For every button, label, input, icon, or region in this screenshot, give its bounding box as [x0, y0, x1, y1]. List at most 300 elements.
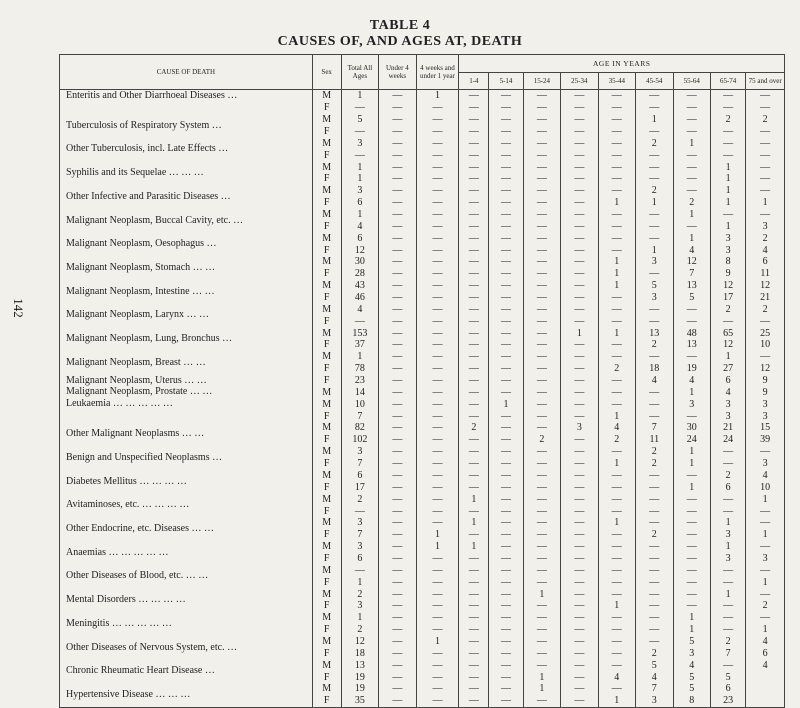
value-cell: —	[416, 671, 459, 683]
value-cell: 102	[341, 434, 378, 446]
cause-cell	[60, 481, 313, 493]
value-cell: 1	[710, 541, 745, 553]
value-cell: —	[379, 185, 416, 197]
value-cell: 2	[746, 303, 785, 315]
value-cell: —	[459, 292, 489, 304]
value-cell: —	[489, 671, 523, 683]
value-cell: —	[416, 232, 459, 244]
sex-cell: M	[312, 137, 341, 149]
value-cell: —	[459, 410, 489, 422]
value-cell: 2	[598, 434, 635, 446]
value-cell: 4	[598, 671, 635, 683]
value-cell: 4	[598, 422, 635, 434]
value-cell: —	[673, 161, 710, 173]
cause-cell	[60, 303, 313, 321]
value-cell: 2	[746, 600, 785, 612]
value-cell: —	[523, 481, 560, 493]
value-cell: 4	[710, 386, 745, 398]
value-cell: —	[489, 209, 523, 221]
value-cell: —	[561, 683, 598, 695]
value-cell: —	[379, 695, 416, 707]
value-cell: —	[523, 470, 560, 482]
value-cell: 1	[673, 137, 710, 149]
value-cell: —	[379, 149, 416, 161]
page-number: 142	[11, 298, 26, 318]
value-cell: —	[523, 564, 560, 576]
value-cell: 3	[746, 398, 785, 410]
header-age-0: 1-4	[459, 73, 489, 90]
value-cell: —	[416, 505, 459, 517]
table-row	[60, 256, 785, 268]
value-cell: —	[523, 102, 560, 114]
value-cell: —	[379, 327, 416, 339]
value-cell: —	[379, 102, 416, 114]
value-cell: 65	[710, 327, 745, 339]
value-cell: —	[489, 232, 523, 244]
value-cell: 23	[341, 375, 378, 387]
value-cell: —	[416, 612, 459, 624]
cause-cell	[60, 636, 313, 653]
cause-label: Syphilis and its Sequelae … … …	[66, 167, 204, 179]
value-cell: —	[673, 588, 710, 600]
value-cell: —	[459, 363, 489, 375]
value-cell: 6	[710, 683, 745, 695]
value-cell: —	[379, 600, 416, 612]
value-cell: 1	[598, 600, 635, 612]
value-cell: 11	[746, 268, 785, 280]
value-cell: 1	[673, 446, 710, 458]
value-cell: —	[673, 315, 710, 327]
value-cell: —	[710, 137, 745, 149]
value-cell: 37	[341, 339, 378, 351]
value-cell: 1	[561, 327, 598, 339]
value-cell: 1	[598, 197, 635, 209]
value-cell: 35	[341, 695, 378, 707]
value-cell: 3	[341, 541, 378, 553]
cause-label: Malignant Neoplasm, Intestine … …	[66, 285, 215, 297]
value-cell: —	[416, 363, 459, 375]
value-cell: —	[561, 232, 598, 244]
value-cell: —	[459, 671, 489, 683]
cause-cell	[60, 529, 313, 541]
value-cell: —	[636, 398, 673, 410]
value-cell: —	[598, 588, 635, 600]
value-cell: 3	[746, 220, 785, 232]
value-cell: —	[416, 197, 459, 209]
value-cell: —	[379, 588, 416, 600]
value-cell: —	[561, 493, 598, 505]
value-cell: 1	[710, 185, 745, 197]
value-cell: —	[561, 173, 598, 185]
cause-label: Meningitis … … … … …	[66, 617, 172, 629]
value-cell: —	[416, 126, 459, 138]
cause-cell	[60, 553, 313, 565]
value-cell: 23	[710, 695, 745, 707]
value-cell: —	[489, 470, 523, 482]
value-cell: 11	[636, 434, 673, 446]
value-cell: —	[379, 564, 416, 576]
value-cell: —	[710, 576, 745, 588]
value-cell: —	[636, 303, 673, 315]
value-cell: 2	[636, 339, 673, 351]
sex-cell: F	[312, 339, 341, 351]
table-subtitle: CAUSES OF, AND AGES AT, DEATH	[277, 34, 523, 49]
table-row	[60, 659, 785, 671]
value-cell: —	[673, 505, 710, 517]
value-cell: 1	[673, 232, 710, 244]
table-row	[60, 588, 785, 600]
value-cell: 1	[598, 695, 635, 707]
value-cell: —	[636, 576, 673, 588]
value-cell: —	[459, 600, 489, 612]
value-cell: —	[710, 564, 745, 576]
value-cell: —	[636, 600, 673, 612]
value-cell: 1	[710, 173, 745, 185]
value-cell: —	[523, 624, 560, 636]
value-cell: —	[598, 493, 635, 505]
value-cell: —	[489, 683, 523, 695]
value-cell: —	[459, 588, 489, 600]
cause-cell	[60, 434, 313, 446]
table-row	[60, 398, 785, 410]
value-cell: —	[379, 529, 416, 541]
value-cell: 4	[341, 303, 378, 315]
value-cell: —	[379, 292, 416, 304]
value-cell: —	[561, 517, 598, 529]
cause-label: Other Endocrine, etc. Diseases … …	[66, 522, 215, 534]
value-cell: —	[489, 588, 523, 600]
value-cell: —	[523, 209, 560, 221]
value-cell: —	[416, 386, 459, 398]
cause-label: Malignant Neoplasm, Breast … …	[66, 356, 206, 368]
value-cell: —	[561, 351, 598, 363]
value-cell: —	[598, 564, 635, 576]
value-cell: —	[561, 315, 598, 327]
sex-cell: M	[312, 659, 341, 671]
value-cell: —	[598, 303, 635, 315]
value-cell: —	[523, 398, 560, 410]
value-cell: —	[746, 505, 785, 517]
value-cell: —	[561, 481, 598, 493]
value-cell: —	[379, 671, 416, 683]
value-cell: —	[673, 185, 710, 197]
sex-cell: M	[312, 446, 341, 458]
value-cell: 1	[341, 161, 378, 173]
value-cell: 3	[746, 410, 785, 422]
cause-cell	[60, 149, 313, 161]
value-cell: —	[489, 695, 523, 707]
value-cell: —	[523, 647, 560, 659]
value-cell: —	[561, 126, 598, 138]
value-cell: 8	[673, 695, 710, 707]
value-cell: —	[598, 529, 635, 541]
value-cell: —	[416, 268, 459, 280]
value-cell: 4	[341, 220, 378, 232]
value-cell: 46	[341, 292, 378, 304]
cause-label: Malignant Neoplasm, Oesophagus …	[66, 238, 217, 250]
sex-cell: F	[312, 173, 341, 185]
cause-cell	[60, 612, 313, 629]
value-cell: —	[379, 553, 416, 565]
cause-cell	[60, 470, 313, 487]
value-cell: —	[416, 659, 459, 671]
value-cell: —	[598, 683, 635, 695]
value-cell: —	[636, 126, 673, 138]
header-sex: Sex	[312, 55, 341, 90]
value-cell: 2	[341, 588, 378, 600]
value-cell: 30	[673, 422, 710, 434]
cause-cell	[60, 375, 313, 387]
value-cell: —	[416, 209, 459, 221]
value-cell: 21	[710, 422, 745, 434]
value-cell: 2	[636, 529, 673, 541]
value-cell: —	[416, 434, 459, 446]
value-cell: —	[746, 446, 785, 458]
value-cell: —	[523, 541, 560, 553]
table-row	[60, 517, 785, 529]
value-cell: 5	[636, 659, 673, 671]
value-cell: —	[459, 553, 489, 565]
value-cell: 5	[673, 683, 710, 695]
value-cell: —	[636, 102, 673, 114]
value-cell: —	[489, 493, 523, 505]
value-cell: —	[561, 695, 598, 707]
value-cell: —	[489, 137, 523, 149]
table-row	[60, 671, 785, 683]
value-cell: —	[416, 173, 459, 185]
value-cell: —	[416, 481, 459, 493]
value-cell: —	[523, 268, 560, 280]
cause-cell	[60, 126, 313, 138]
cause-label: Malignant Neoplasm, Lung, Bronchus …	[66, 333, 233, 345]
value-cell: —	[379, 268, 416, 280]
value-cell: —	[379, 612, 416, 624]
value-cell: —	[598, 126, 635, 138]
sex-cell: M	[312, 232, 341, 244]
value-cell: —	[598, 149, 635, 161]
value-cell: —	[523, 553, 560, 565]
value-cell: —	[598, 173, 635, 185]
value-cell: —	[459, 458, 489, 470]
cause-cell	[60, 410, 313, 422]
value-cell: —	[489, 553, 523, 565]
value-cell: —	[561, 268, 598, 280]
header-age-1: 5-14	[489, 73, 523, 90]
value-cell: —	[710, 126, 745, 138]
value-cell: —	[489, 434, 523, 446]
value-cell: —	[459, 636, 489, 648]
value-cell: —	[598, 351, 635, 363]
value-cell: —	[561, 659, 598, 671]
value-cell: 1	[598, 327, 635, 339]
value-cell: —	[489, 197, 523, 209]
cause-cell	[60, 517, 313, 534]
value-cell: —	[459, 149, 489, 161]
value-cell: —	[379, 659, 416, 671]
value-cell: 7	[341, 410, 378, 422]
value-cell: —	[459, 695, 489, 707]
header-age-7: 65-74	[710, 73, 745, 90]
value-cell: —	[459, 268, 489, 280]
table-row	[60, 102, 785, 114]
table-row	[60, 600, 785, 612]
value-cell: 3	[710, 553, 745, 565]
value-cell: —	[523, 458, 560, 470]
table-row	[60, 327, 785, 339]
table-row	[60, 636, 785, 648]
value-cell: —	[561, 410, 598, 422]
sex-cell: F	[312, 197, 341, 209]
value-cell: —	[561, 576, 598, 588]
value-cell: —	[379, 541, 416, 553]
sex-cell: M	[312, 493, 341, 505]
value-cell: —	[710, 612, 745, 624]
value-cell: —	[523, 90, 560, 102]
value-cell: 1	[416, 90, 459, 102]
value-cell: —	[746, 351, 785, 363]
value-cell: 1	[673, 481, 710, 493]
table-row	[60, 161, 785, 173]
value-cell: 30	[341, 256, 378, 268]
value-cell: —	[489, 315, 523, 327]
value-cell: —	[561, 114, 598, 126]
value-cell: —	[489, 268, 523, 280]
value-cell: —	[636, 410, 673, 422]
value-cell: —	[710, 315, 745, 327]
value-cell: 3	[636, 695, 673, 707]
value-cell: 6	[710, 481, 745, 493]
table-row	[60, 458, 785, 470]
value-cell: —	[459, 564, 489, 576]
value-cell: —	[489, 636, 523, 648]
value-cell: —	[710, 493, 745, 505]
cause-cell	[60, 363, 313, 375]
value-cell: —	[416, 339, 459, 351]
value-cell: —	[489, 659, 523, 671]
value-cell: —	[636, 624, 673, 636]
value-cell: —	[561, 505, 598, 517]
value-cell: —	[416, 185, 459, 197]
value-cell: 28	[341, 268, 378, 280]
value-cell: —	[416, 137, 459, 149]
value-cell: —	[489, 624, 523, 636]
value-cell: —	[598, 114, 635, 126]
header-age-8: 75 and over	[746, 73, 785, 90]
value-cell: —	[379, 114, 416, 126]
table-row	[60, 292, 785, 304]
value-cell: 2	[710, 303, 745, 315]
value-cell: 1	[459, 493, 489, 505]
value-cell: 2	[459, 422, 489, 434]
value-cell: —	[459, 90, 489, 102]
value-cell: 1	[489, 398, 523, 410]
value-cell: —	[673, 553, 710, 565]
value-cell: —	[416, 422, 459, 434]
value-cell: 1	[598, 517, 635, 529]
value-cell: 18	[341, 647, 378, 659]
value-cell: 3	[636, 256, 673, 268]
value-cell: 3	[341, 446, 378, 458]
value-cell: —	[523, 220, 560, 232]
value-cell: 19	[341, 671, 378, 683]
table-row	[60, 173, 785, 185]
value-cell: —	[459, 244, 489, 256]
value-cell: —	[636, 588, 673, 600]
cause-label: Benign and Unspecified Neoplasms …	[66, 451, 223, 463]
value-cell: —	[523, 612, 560, 624]
value-cell: 15	[746, 422, 785, 434]
value-cell: 3	[710, 232, 745, 244]
sex-cell: M	[312, 422, 341, 434]
value-cell: —	[459, 386, 489, 398]
sex-cell: M	[312, 398, 341, 410]
value-cell: —	[523, 351, 560, 363]
value-cell: 7	[673, 268, 710, 280]
cause-label: Anaemias … … … … …	[66, 546, 169, 558]
value-cell: —	[598, 541, 635, 553]
sex-cell: M	[312, 327, 341, 339]
value-cell: —	[636, 553, 673, 565]
cause-label: Diabetes Mellitus … … … …	[66, 475, 187, 487]
cause-cell	[60, 232, 313, 250]
cause-cell	[60, 588, 313, 606]
value-cell: —	[459, 232, 489, 244]
value-cell: —	[598, 470, 635, 482]
sex-cell: M	[312, 517, 341, 529]
header-under-4-weeks: Under 4 weeks	[379, 55, 416, 90]
cause-cell	[60, 292, 313, 304]
value-cell: —	[598, 220, 635, 232]
sex-cell: F	[312, 102, 341, 114]
value-cell: —	[636, 209, 673, 221]
value-cell: —	[673, 576, 710, 588]
table-row	[60, 126, 785, 138]
value-cell: —	[673, 564, 710, 576]
value-cell: 1	[598, 410, 635, 422]
value-cell: —	[561, 375, 598, 387]
value-cell: —	[459, 220, 489, 232]
value-cell: 3	[673, 398, 710, 410]
value-cell: 12	[746, 280, 785, 292]
value-cell: —	[459, 185, 489, 197]
sex-cell: F	[312, 695, 341, 707]
table-row	[60, 244, 785, 256]
sex-cell: F	[312, 363, 341, 375]
value-cell: 10	[341, 398, 378, 410]
value-cell: —	[523, 161, 560, 173]
value-cell: 24	[673, 434, 710, 446]
value-cell: 1	[459, 541, 489, 553]
sex-cell: F	[312, 671, 341, 683]
cause-cell	[60, 695, 313, 707]
value-cell: —	[459, 315, 489, 327]
table-row	[60, 315, 785, 327]
value-cell: —	[746, 149, 785, 161]
value-cell: —	[379, 410, 416, 422]
value-cell: —	[489, 256, 523, 268]
value-cell: 1	[416, 529, 459, 541]
value-cell: 1	[341, 173, 378, 185]
table-title: TABLE 4	[369, 18, 431, 33]
value-cell: —	[489, 410, 523, 422]
value-cell: —	[561, 161, 598, 173]
value-cell: 6	[746, 647, 785, 659]
value-cell: —	[746, 517, 785, 529]
value-cell: —	[561, 564, 598, 576]
value-cell: —	[459, 280, 489, 292]
value-cell: —	[489, 161, 523, 173]
value-cell: 153	[341, 327, 378, 339]
